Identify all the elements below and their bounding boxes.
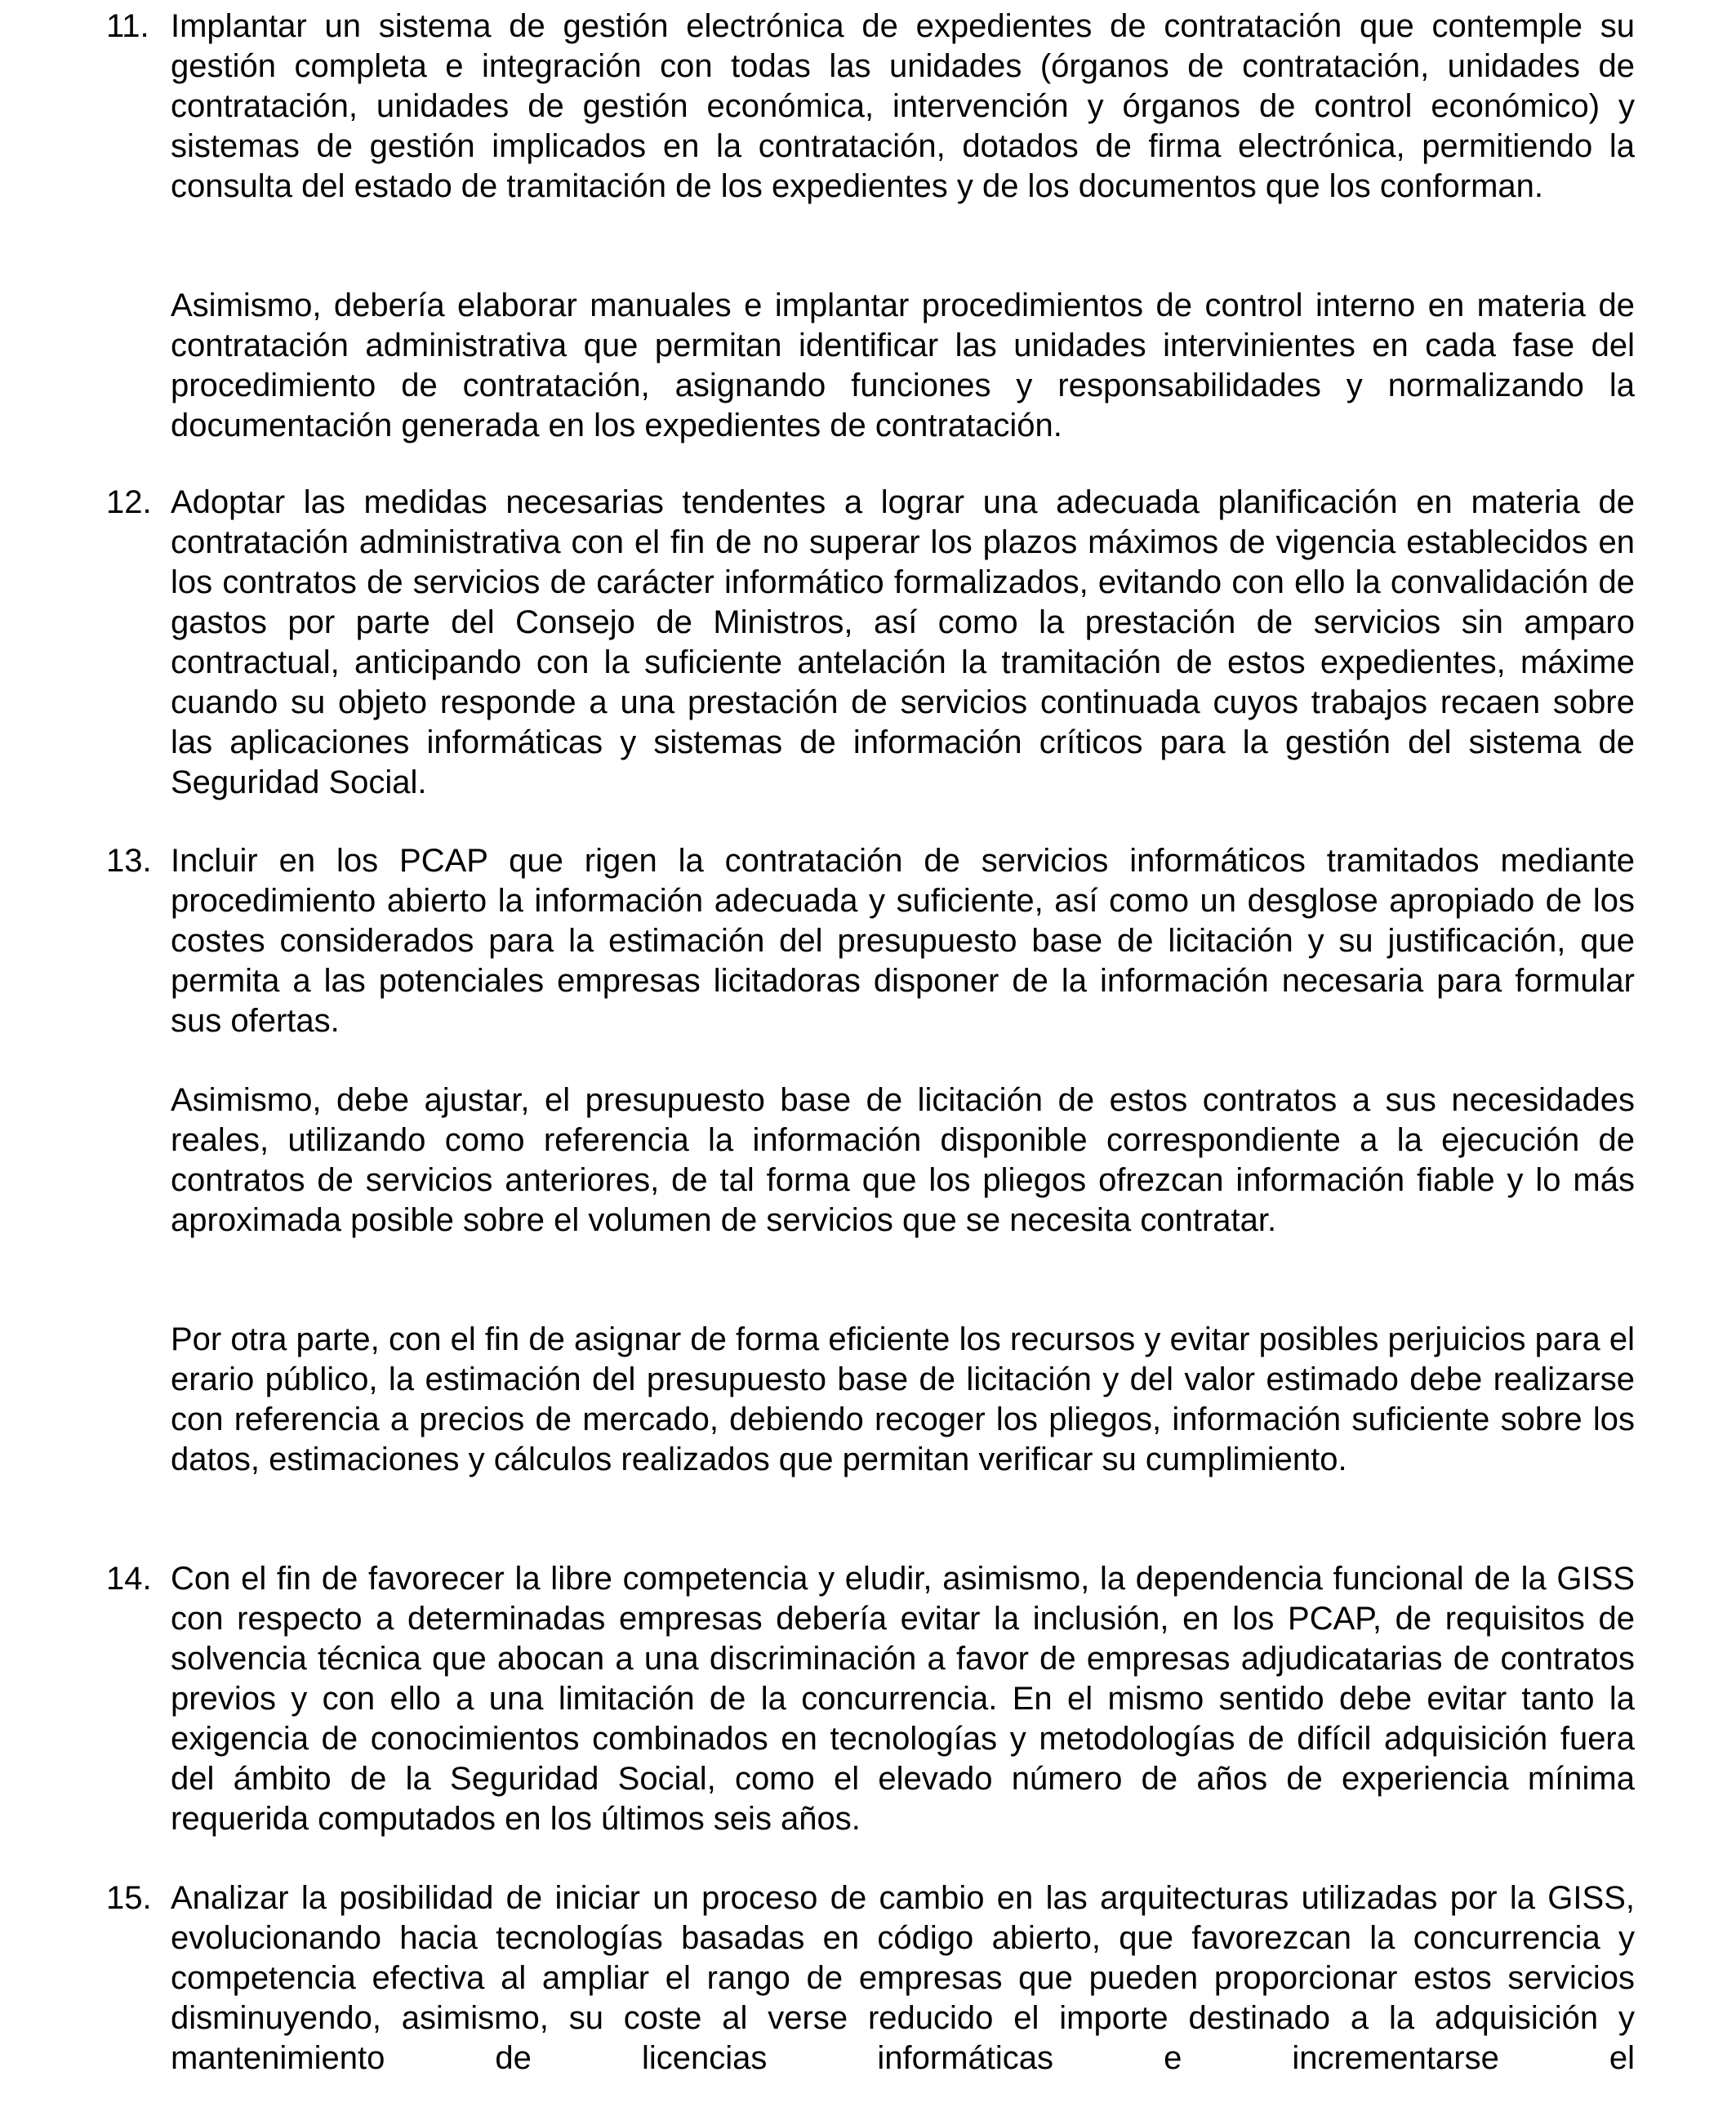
paragraph: Incluir en los PCAP que rigen la contratación de servicios informáticos tramitados mediante procedimiento abierto la información adecuada y suficiente, así como un desglose apropiado de los costes considerados para la estimación del presupuesto base de licitación y su justificación, que permita a las potenciales empresas licitadoras disponer de la información necesaria para formular sus ofertas. xyxy=(171,843,1635,1039)
paragraph: Asimismo, debería elaborar manuales e implantar procedimientos de control interno en materia de contratación administrativa que permitan identificar las unidades intervinientes en cada fase del procedimiento de contratación, asignando funciones y responsabilidades y normalizando la documentación generada en los expedientes de contratación. xyxy=(171,287,1635,443)
item-number: 15. xyxy=(106,1880,152,1916)
item-number: 12. xyxy=(106,484,152,520)
paragraph: Adoptar las medidas necesarias tendentes a lograr una adecuada planificación en materia de contratación administrativa con el fin de no superar los plazos máximos de vigencia establecidos en los contratos de servicios de carácter informático formalizados, evitando con ello la convalidación de gastos por parte del Consejo de Ministros, así como la prestación de servicios sin amparo contractual, anticipando con la suficiente antelación la tramitación de estos expedientes, máxime cuando su objeto responde a una prestación de servicios continuada cuyos trabajos recaen sobre las aplicaciones informáticas y sistemas de información críticos para la gestión del sistema de Seguridad Social. xyxy=(171,484,1635,800)
item-number: 11. xyxy=(106,8,149,44)
paragraph: Por otra parte, con el fin de asignar de forma eficiente los recursos y evitar posibles perjuicios para el erario público, la estimación del presupuesto base de licitación y del valor estimado debe realizarse con referencia a precios de mercado, debiendo recoger los pliegos, información suficiente sobre los datos, estimaciones y cálculos realizados que permitan verificar su cumplimiento. xyxy=(171,1321,1635,1477)
item-number: 14. xyxy=(106,1561,152,1597)
paragraph: Asimismo, debe ajustar, el presupuesto base de licitación de estos contratos a sus necesidades reales, utilizando como referencia la información disponible correspondiente a la ejecución de contratos de servicios anteriores, de tal forma que los pliegos ofrezcan información fiable y lo más aproximada posible sobre el volumen de servicios que se necesita contratar. xyxy=(171,1082,1635,1238)
paragraph: Implantar un sistema de gestión electrónica de expedientes de contratación que contemple su gestión completa e integración con todas las unidades (órganos de contratación, unidades de contratación, unidades de gestión económica, intervención y órganos de control económico) y sistemas de gestión implicados en la contratación, dotados de firma electrónica, permitiendo la consulta del estado de tramitación de los expedientes y de los documentos que los conforman. xyxy=(171,8,1635,204)
item-number: 13. xyxy=(106,843,152,879)
paragraph: Con el fin de favorecer la libre competencia y eludir, asimismo, la dependencia funcional de la GISS con respecto a determinadas empresas debería evitar la inclusión, en los PCAP, de requisitos de solvencia técnica que abocan a una discriminación a favor de empresas adjudicatarias de contratos previos y con ello a una limitación de la concurrencia. En el mismo sentido debe evitar tanto la exigencia de conocimientos combinados en tecnologías y metodologías de difícil adquisición fuera del ámbito de la Seguridad Social, como el elevado número de años de experiencia mínima requerida computados en los últimos seis años. xyxy=(171,1561,1635,1837)
paragraph: Analizar la posibilidad de iniciar un proceso de cambio en las arquitecturas utilizadas por la GISS, evolucionando hacia tecnologías basadas en código abierto, que favorezcan la concurrencia y competencia efectiva al ampliar el rango de empresas que pueden proporcionar estos servicios disminuyendo, asimismo, su coste al verse reducido el importe destinado a la adquisición y mantenimiento de licencias informáticas e incrementarse el xyxy=(171,1880,1635,2076)
